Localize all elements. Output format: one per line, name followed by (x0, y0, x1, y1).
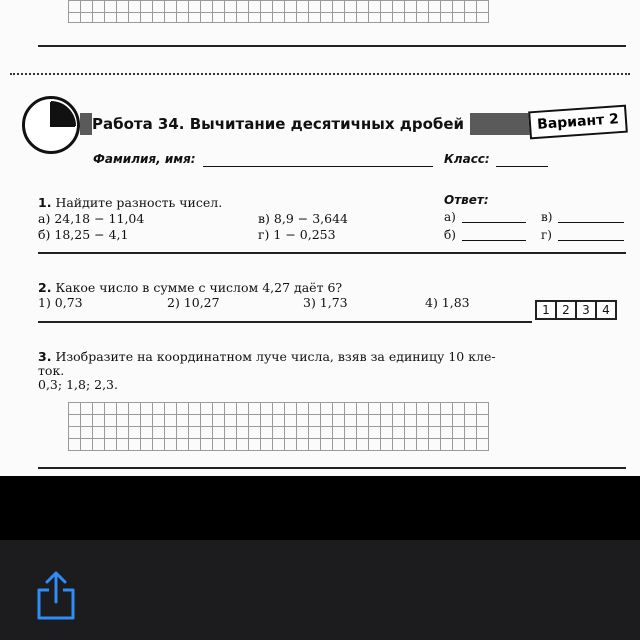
coordinate-grid[interactable] (68, 402, 489, 451)
task1-item-b: б) 18,25 − 4,1 (38, 227, 129, 242)
choice-box-4[interactable]: 4 (597, 302, 615, 318)
class-label: Класс: (444, 152, 490, 166)
task2-option-2: 2) 10,27 (167, 295, 220, 310)
divider-line (38, 45, 626, 47)
answer-title: Ответ: (444, 193, 489, 207)
task1-item-g: г) 1 − 0,253 (258, 227, 336, 242)
task1-heading (38, 195, 222, 210)
answer-field-g[interactable] (558, 240, 624, 241)
task3-heading (38, 349, 496, 364)
task1-item-a: а) 24,18 − 11,04 (38, 211, 145, 226)
divider-line (38, 321, 532, 323)
answer-label-v: в) (541, 210, 553, 224)
answer-label-a: а) (444, 210, 456, 224)
share-button[interactable] (35, 570, 77, 622)
task2-question: Какое число в сумме с числом 4,27 даёт 6? (55, 280, 343, 295)
cut-line (10, 73, 630, 75)
answer-field-b[interactable] (462, 240, 526, 241)
task3-numbers: 0,3; 1,8; 2,3. (38, 377, 118, 392)
choice-box-1[interactable]: 1 (537, 302, 555, 318)
task1-item-v: в) 8,9 − 3,644 (258, 211, 348, 226)
clock-icon (22, 96, 80, 154)
name-label: Фамилия, имя: (93, 152, 196, 166)
task1-number: 1. (38, 195, 52, 210)
class-field[interactable] (496, 166, 548, 167)
task3-question-line1: Изобразите на координатном луче числа, взяв за единицу 10 кле- (55, 349, 496, 364)
task2-option-3: 3) 1,73 (303, 295, 348, 310)
answer-choice-boxes (535, 300, 617, 320)
bottom-toolbar (0, 540, 640, 640)
top-grid (68, 0, 489, 23)
answer-label-b: б) (444, 228, 456, 242)
choice-box-2[interactable]: 2 (557, 302, 575, 318)
task3-question-line2: ток. (38, 363, 65, 378)
divider-line (38, 252, 626, 254)
worksheet-title: Работа 34. Вычитание десятичных дробей (92, 113, 470, 135)
divider-line (38, 467, 626, 469)
answer-label-g: г) (541, 228, 552, 242)
task2-number: 2. (38, 280, 52, 295)
task2-option-1: 1) 0,73 (38, 295, 83, 310)
answer-field-a[interactable] (462, 222, 526, 223)
task3-number: 3. (38, 349, 52, 364)
variant-badge: Вариант 2 (528, 105, 628, 140)
task2-option-4: 4) 1,83 (425, 295, 470, 310)
share-icon (35, 570, 77, 622)
task1-question: Найдите разность чисел. (55, 195, 223, 210)
task2-heading (38, 280, 342, 295)
name-field[interactable] (203, 166, 433, 167)
answer-field-v[interactable] (558, 222, 624, 223)
choice-box-3[interactable]: 3 (577, 302, 595, 318)
